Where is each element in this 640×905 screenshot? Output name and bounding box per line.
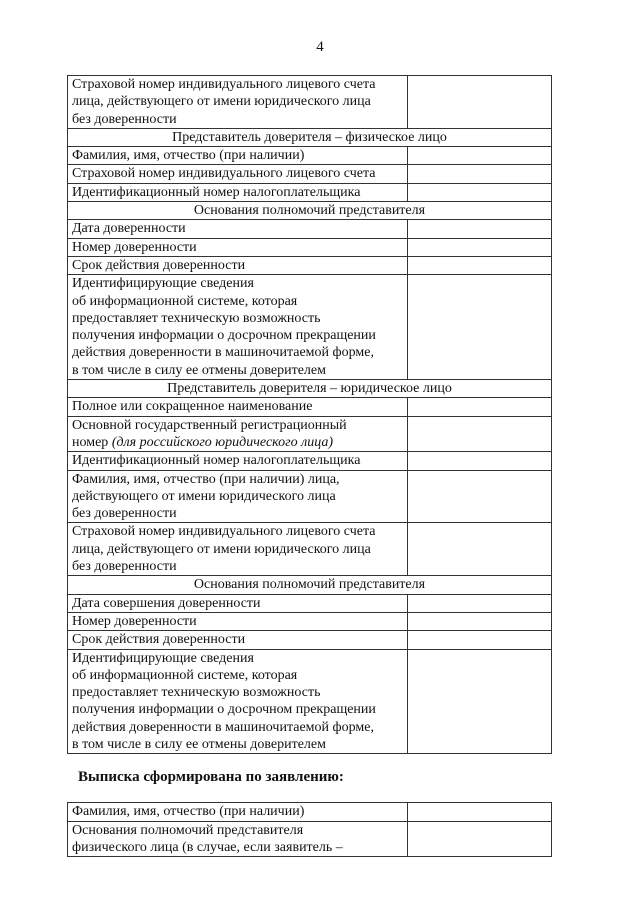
- label-line: об информационной системе, которая: [72, 667, 298, 683]
- label-text: номер: [72, 434, 112, 450]
- field-label: [68, 275, 408, 380]
- table-row: [68, 183, 552, 201]
- label-line: Идентифицирующие сведения: [72, 276, 254, 292]
- label-line: в том числе в силу ее отмены доверителем: [72, 736, 326, 752]
- section-header-row: [68, 202, 552, 220]
- table-row: [68, 470, 552, 523]
- label-line: предоставляет техническую возможность: [72, 310, 321, 326]
- label-line: предоставляет техническую возможность: [72, 685, 321, 701]
- label-line: Страховой номер индивидуального лицевого счета: [72, 77, 376, 92]
- label-line: Срок действия доверенности: [72, 632, 246, 648]
- field-value: [408, 183, 552, 201]
- table-row: [68, 220, 552, 238]
- section-header: Представитель доверителя – физическое лицо: [68, 128, 552, 146]
- label-line: лица, действующего от имени юридического лица: [72, 541, 371, 557]
- label-line: Срок действия доверенности: [72, 257, 246, 273]
- table-row: [68, 147, 552, 165]
- label-line: Номер доверенности: [72, 613, 197, 629]
- field-value: [408, 803, 552, 821]
- field-value: [408, 238, 552, 256]
- field-value: [408, 649, 552, 754]
- label-line: Фамилия, имя, отчество (при наличии): [72, 804, 305, 820]
- field-label: [68, 452, 408, 470]
- section-header: Основания полномочий представителя: [68, 202, 552, 220]
- field-value: [408, 398, 552, 416]
- request-details-table: [67, 802, 552, 857]
- field-label: [68, 165, 408, 183]
- field-value: [408, 147, 552, 165]
- section-header-row: [68, 576, 552, 594]
- section-header: Представитель доверителя – юридическое лицо: [68, 380, 552, 398]
- field-value: [408, 612, 552, 630]
- table-row: [68, 452, 552, 470]
- field-label: [68, 523, 408, 576]
- label-line: без доверенности: [72, 506, 177, 522]
- section-header: Основания полномочий представителя: [68, 576, 552, 594]
- table-row: [68, 398, 552, 416]
- table-row: [68, 275, 552, 380]
- label-line: Страховой номер индивидуального лицевого счета: [72, 166, 376, 182]
- label-line: физического лица (в случае, если заявитель –: [72, 839, 343, 855]
- field-label: [68, 416, 408, 452]
- label-line: действующего от имени юридического лица: [72, 488, 336, 504]
- label-line: об информационной системе, которая: [72, 293, 298, 309]
- field-label: [68, 594, 408, 612]
- statement-details-table: [67, 75, 552, 754]
- field-label: [68, 631, 408, 649]
- label-line: [72, 434, 403, 451]
- section-header-row: [68, 128, 552, 146]
- field-label: [68, 220, 408, 238]
- field-label: [68, 649, 408, 754]
- italic-note: (для российского юридического лица): [111, 434, 334, 450]
- field-label: [68, 803, 408, 821]
- label-line: Фамилия, имя, отчество (при наличии) лица,: [72, 471, 340, 487]
- section-header-row: [68, 380, 552, 398]
- label-line: Полное или сокращенное наименование: [72, 399, 313, 415]
- label-line: без доверенности: [72, 559, 177, 575]
- field-value: [408, 76, 552, 129]
- label-line: Страховой номер индивидуального лицевого счета: [72, 524, 376, 540]
- field-label: [68, 147, 408, 165]
- field-value: [408, 594, 552, 612]
- label-line: действия доверенности в машиночитаемой форме,: [72, 719, 374, 735]
- field-label: [68, 238, 408, 256]
- label-line: получения информации о досрочном прекращении: [72, 328, 376, 344]
- field-label: [68, 183, 408, 201]
- label-line: без доверенности: [72, 111, 177, 127]
- table-row: [68, 416, 552, 452]
- table-row: [68, 594, 552, 612]
- label-line: Идентификационный номер налогоплательщика: [72, 184, 361, 200]
- field-label: [68, 470, 408, 523]
- field-value: [408, 821, 552, 857]
- table-row: [68, 165, 552, 183]
- page-number: 4: [316, 39, 324, 55]
- field-label: [68, 256, 408, 274]
- table-row: [68, 612, 552, 630]
- label-line: лица, действующего от имени юридического лица: [72, 94, 371, 110]
- field-value: [408, 416, 552, 452]
- field-value: [408, 523, 552, 576]
- page-content: [0, 75, 551, 857]
- field-label: [68, 76, 408, 129]
- field-value: [408, 275, 552, 380]
- label-line: Идентифицирующие сведения: [72, 650, 254, 666]
- label-line: Дата доверенности: [72, 221, 186, 237]
- table-row: [68, 256, 552, 274]
- field-value: [408, 220, 552, 238]
- label-line: в том числе в силу ее отмены доверителем: [72, 362, 326, 378]
- table-row: [68, 649, 552, 754]
- field-value: [408, 631, 552, 649]
- field-value: [408, 165, 552, 183]
- label-line: Дата совершения доверенности: [72, 595, 261, 611]
- label-line: Основания полномочий представителя: [72, 822, 304, 838]
- field-label: [68, 612, 408, 630]
- label-line: Идентификационный номер налогоплательщика: [72, 453, 361, 469]
- table-row: [68, 631, 552, 649]
- label-line: Номер доверенности: [72, 239, 197, 255]
- label-line: Основной государственный регистрационный: [72, 417, 347, 433]
- field-value: [408, 452, 552, 470]
- field-value: [408, 470, 552, 523]
- table-row: [68, 523, 552, 576]
- table-row: [68, 821, 552, 857]
- label-line: получения информации о досрочном прекращении: [72, 702, 376, 718]
- label-line: действия доверенности в машиночитаемой форме,: [72, 345, 374, 361]
- table-row: [68, 238, 552, 256]
- field-label: [68, 821, 408, 857]
- table-row: [68, 803, 552, 821]
- label-line: Фамилия, имя, отчество (при наличии): [72, 148, 305, 164]
- section-title: Выписка сформирована по заявлению:: [78, 769, 344, 786]
- field-label: [68, 398, 408, 416]
- field-value: [408, 256, 552, 274]
- table-row: [68, 76, 552, 129]
